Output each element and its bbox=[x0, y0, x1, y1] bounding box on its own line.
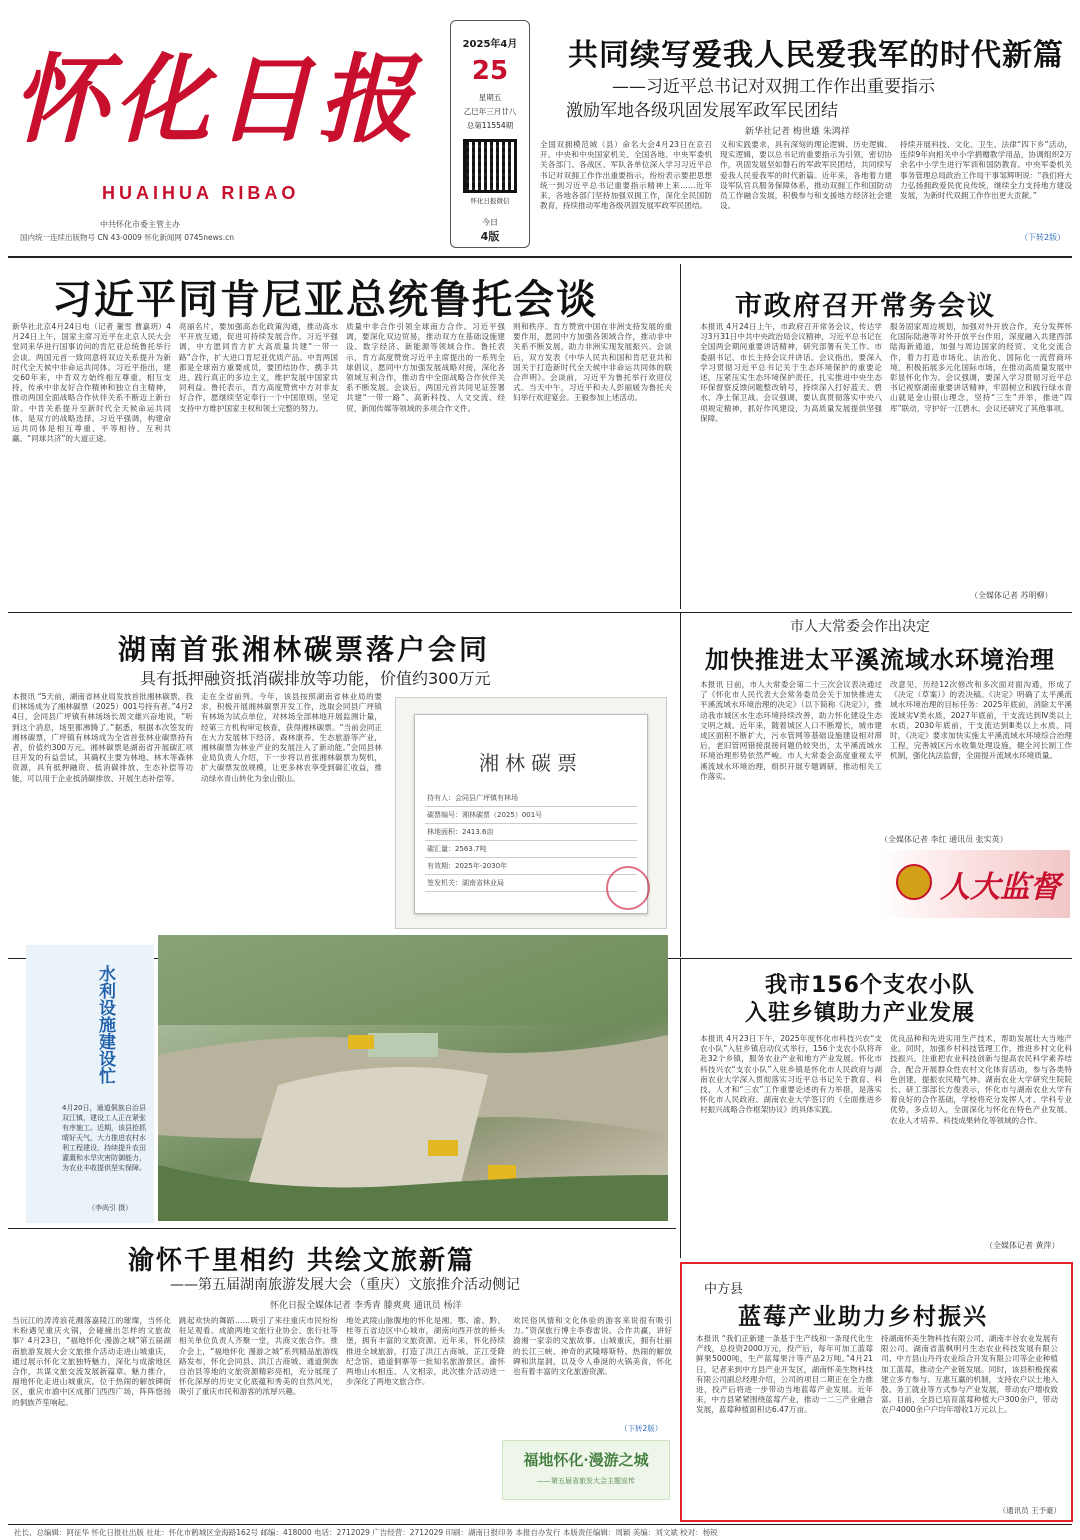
xi-kenya-col1: 新华社北京4月24日电（记者 董雪 曹嘉玥）4月24日上午，国家主席习近平在北京人民大会堂同来华进行国事访问的肯尼亚总统鲁托举行会谈。两国元首一致同意将双边关系提升为新时代全天候中非命运共同体。习近平指出，建交60年来，中肯双方始终相互尊重、相互支持，传承中非友好合作精神和独立自主精神，推动两国全面战略合作伙伴关系不断迈上新台阶。中肯关系提升至新时代全天候命运共同体，是双方的战略选择。习近平强调，构建命运共同体是相互尊重、平等相待、互利共赢、“同球共济”的大道正途。 bbox=[12, 322, 171, 444]
agri-team-col2: 优良品种和先进实用生产技术，帮助发展壮大当地产业。同时，加强乡村科技管理工作，推进乡村文化科技振兴，注重把农业科技创新与提高农民科学素养结合，配合开展群众性农村文化体育活动，参与各类特色创建，提振农民精气神。湖南农业大学研究生院院长、研工部部长方俊表示，怀化市与湖南农业大学有着良好的合作基础，学校将充分发挥人才、学科专业优势，多点切入，全面深化与怀化在特色产业发展、农业人才培养、科技成果转化等领域的合作。 bbox=[890, 1034, 1072, 1125]
blueberry-byline: （通讯员 王予豪） bbox=[998, 1506, 1061, 1515]
top-story-title[interactable]: 共同续写爱我人民爱我军的时代新篇 bbox=[568, 38, 1064, 73]
top-story-continue-link[interactable]: （下转2版） bbox=[1020, 233, 1066, 242]
blueberry-kicker: 中方县 bbox=[704, 1282, 744, 1297]
xi-kenya-title[interactable]: 习近平同肯尼亚总统鲁托会谈 bbox=[52, 277, 598, 323]
agri-team-title1[interactable]: 我市156个支农小队 bbox=[765, 973, 975, 998]
date-lunar: 乙巳年三月廿八 bbox=[463, 107, 517, 116]
npc-stamp-banner bbox=[880, 850, 1070, 918]
tourism-banner-main: 福地怀化·漫游之城 bbox=[523, 1451, 649, 1469]
carbon-title[interactable]: 湖南首张湘林碳票落户会同 bbox=[118, 633, 491, 666]
masthead-pinyin: HUAIHUA RIBAO bbox=[102, 183, 300, 203]
date-year-month: 2025年4月 bbox=[462, 39, 518, 50]
date-box bbox=[450, 20, 530, 248]
official-seal bbox=[606, 866, 650, 910]
blueberry-story-box bbox=[680, 1262, 1073, 1522]
tourism-promo-banner[interactable] bbox=[502, 1440, 670, 1500]
date-day: 25 bbox=[471, 56, 509, 86]
city-gov-title[interactable]: 市政府召开常务会议 bbox=[735, 291, 996, 322]
ticket-row: 碳票编号：湘林碳票（2025）001号 bbox=[425, 807, 637, 824]
column-divider bbox=[680, 264, 681, 609]
agri-team-body bbox=[700, 1034, 1072, 1240]
photo-feature-vertical-title: 水利设施建设忙 bbox=[95, 965, 115, 1084]
agri-team-col1: 本报讯 4月23日下午，2025年度怀化市科技兴农“支农小队”入驻乡镇启动仪式举行，156个支农小队将奔赴32个乡镇，服务农业产业和地方产业发展。怀化市科技兴农“支农小队”入驻乡镇是怀化市人民政府与湖南农业大学深入贯彻落实习近平总书记关于教育、科技、人才和“三农”工作重要论述的有力举措，是落实怀化市人民政府、湖南农业大学签订的《全面推进乡村振兴战略合作框架协议》的具体实践。 bbox=[700, 1034, 882, 1115]
culture-tourism-col4: 欢民俗风情和文化体验的游客来说很有吸引力。”资深旅行博主李春雷说。合作共赢，讲好渝湘一家亲的文旅故事。山城重庆，拥有壮丽的长江三峡、神奇的武隆喀斯特、热闹的解放碑和洪崖洞，以及令人垂涎的火锅美食，怀化也有着丰富的文化旅游资源。 bbox=[513, 1316, 672, 1377]
culture-tourism-col3: 地处武陵山脉腹地的怀化是湘、鄂、渝、黔、桂等五省边区中心城市，湖南向西开放的桥头堡，拥有丰富的文旅资源。近年来，怀化持续推进全域旅游，打造了洪江古商城、芷江受降纪念馆、通道侗寨等一批知名旅游景区。渝怀两地山水相连、人文相亲，此次推介活动进一步深化了两地文旅合作。 bbox=[346, 1316, 505, 1387]
top-story-byline: 新华社记者 梅世雄 朱鸿祥 bbox=[745, 127, 850, 137]
city-gov-body bbox=[700, 322, 1072, 582]
national-emblem-icon bbox=[896, 864, 932, 900]
taiping-byline: （全媒体记者 李红 通讯员 张实英） bbox=[880, 835, 1008, 844]
culture-tourism-title[interactable]: 渝怀千里相约 共绘文旅新篇 bbox=[128, 1246, 476, 1276]
culture-tourism-subtitle: ——第五届湖南旅游发展大会（重庆）文旅推介活动侧记 bbox=[170, 1277, 520, 1293]
ticket-row: 持有人：会同县广坪镇有林场 bbox=[425, 790, 637, 807]
construction-site-photo[interactable] bbox=[158, 935, 668, 1221]
agri-team-byline: （全媒体记者 黄萍） bbox=[985, 1241, 1060, 1250]
date-weekday: 星期五 bbox=[478, 93, 502, 102]
culture-tourism-col2: 跳起欢快的舞蹈……吸引了来往重庆市民纷纷驻足观看。成渝两地文旅行业协会、旅行社等相关单位负责人齐聚一堂，共商文旅合作。推介会上，“福地怀化 漫游之城”系列精品旅游线路发布，怀化会同县、洪江古商城、通道侗族自治县等地的文旅资源精彩亮相，充分展现了怀化深厚的历史文化底蕴和秀美的自然风光，吸引了重庆市民和游客的浓厚兴趣。 bbox=[179, 1316, 338, 1397]
pages-label: 今日 bbox=[482, 218, 498, 227]
column-divider bbox=[680, 612, 681, 957]
blueberry-body bbox=[696, 1334, 1058, 1504]
footer-info: 社长、总编辑：阿征华 怀化日报社出版 社址：怀化市鹤城区金海路162号 邮编：418000 电话：2712029 广告经营：2712029 印刷：湖南日报印务 本报自办发行 本版责任编辑：周颖 美编：刘文斌 校对：杨锐 bbox=[14, 1528, 718, 1537]
photo-feature-caption: 4月20日，通道侗族自治县双江镇，建设工人正在紧张有序施工。近期，该县抢抓晴好天气，大力推进农村水利工程建设，持续提升农田灌溉和水旱灾害防御能力，为农业丰收提供坚实保障。 bbox=[62, 1104, 146, 1172]
photo-feature-credit: （李尚引 摄） bbox=[88, 1204, 133, 1212]
ticket-row: 碳汇量：2563.7吨 bbox=[425, 841, 637, 858]
carbon-subtitle: 具有抵押融资抵消碳排放等功能，价值约300万元 bbox=[140, 669, 491, 688]
taiping-kicker: 市人大常委会作出决定 bbox=[790, 619, 930, 635]
top-story-col1: 全国双拥模范城（县）命名大会4月23日在京召开。中央和中央国家机关、全国各地、中央军委机关各部门、各战区、军队各单位深入学习习近平总书记对双拥工作作出重要指示，纷纷表示要把思想统一到习近平总书记重要指示精神上来……近年来，各地各部门坚持加强双拥工作，深化全民国防教育，持续推动军地各级巩固发展军政军民团结。 bbox=[540, 140, 712, 211]
carbon-col1: 本报讯 “5天前，湖南省林业局发放首批湘林碳票，我们林场成为了湘林碳票（2025）001号持有者。”4月24日，会同县广坪镇有林场场长周文雄兴奋地说，“听到这个消息，场里都沸腾了。”据悉，根据本次签发的湘林碳票，广坪镇有林场成为全省首张林业碳票持有者，价值约300万元。湘林碳票是湖南省开展碳汇项目开发的有益尝试，其确权主要为林地、林木等森林资源，具有抵押融资、抵消碳排放、生态补偿等功能，可以用于企业抵消碳排放、开展生态补偿等。 bbox=[12, 692, 193, 783]
culture-tourism-byline: 怀化日报全媒体记者 李秀青 滕爽爽 通讯员 杨洋 bbox=[270, 1301, 462, 1311]
xi-kenya-col4: 则和秩序。肯方赞赏中国在非洲支持发展的重要作用，愿同中方加强各领域合作，推动非中关系不断发展，助力非洲实现发展振兴。会谈后，双方发表《中华人民共和国和肯尼亚共和国关于打造新时代全天候中非命运共同体的联合声明》。会谈前，习近平为鲁托举行欢迎仪式。当天中午，习近平和夫人彭丽媛为鲁托夫妇举行欢迎宴会。王毅参加上述活动。 bbox=[513, 322, 672, 403]
qr-code[interactable] bbox=[463, 139, 517, 193]
blueberry-col1: 本报讯 “我们正新建一条基于生产线和一条现代化生产线，总投资2000万元，投产后，每年可加工蓝莓鲜果5000吨，生产蓝莓果汁等产品2万吨。”4月21日，记者来到中方县产业开发区，湖南怀美生物科技有限公司副总经理介绍，公司的项目二期正在全力推进，投产后将进一步带动当地蓝莓产业发展。近年来，中方县紧紧围绕蓝莓产业，推动一二三产业融合发展，蓝莓种植面积达6.47万亩。 bbox=[696, 1334, 873, 1415]
footer-rule bbox=[8, 1524, 1072, 1525]
carbon-col2: 走在全省前列。今年，该县按照湖南省林业局的要求，积极开展湘林碳票开发工作，选取会同县广坪镇有林场为试点单位，对林场全部林地开展监测计量，经第三方机构审定核查，获得湘林碳票。“当前会同正在大力发展林下经济、森林康养、生态旅游等产业，湘林碳票为林业产业的发展注入了新动能。”会同县林业局负责人介绍，下一步将以首张湘林碳票为契机，扩大碳票发放规模，让更多林农享受到碳汇收益，推动绿水青山转化为金山银山。 bbox=[201, 692, 382, 783]
taiping-col2: 改意见，历经12次修改和多次面对面沟通，形成了《决定（草案）》的表决稿。《决定》明确了太平溪流域水环境治理的目标任务：2025年底前，消除太平溪流域劣Ⅴ类水质，2027年底前，干支流达到Ⅳ类以上水质，2030年底前，干支流达到Ⅲ类以上水质。同时，《决定》要求加快实施太平溪流域水环境综合治理工程，完善城区污水收集处理设施，健全河长制工作机制，强化执法监督，全面提升流域水环境质量。 bbox=[890, 680, 1072, 761]
ticket-row: 有效期：2025年-2030年 bbox=[425, 858, 637, 875]
ticket-row: 签发机关：湖南省林业局 bbox=[425, 875, 637, 892]
taiping-title[interactable]: 加快推进太平溪流域水环境治理 bbox=[705, 646, 1055, 674]
xi-kenya-col3: 质量中非合作引领全球南方合作。习近平强调，要深化双边贸易，推动双方在基础设施建设、数字经济、新能源等领域合作。鲁托表示，肯方高度赞赏习近平主席提出的一系列全球倡议，愿同中方加强发展战略对接，深化各领域互利合作，推动肯中全面战略合作伙伴关系不断发展。会谈后，两国元首共同见证签署共建“一带一路”、高新科技、人文交流、经贸、新闻传媒等领域的多项合作文件。 bbox=[346, 322, 505, 413]
city-gov-col1: 本报讯 4月24日上午，市政府召开常务会议，传达学习3月31日中共中央政治局会议精神，习近平总书记在全国两会期间重要讲话精神，研究部署有关工作。市委副书记、市长主持会议并讲话。会议指出，要深入学习贯彻习近平总书记关于生态环境保护的重要论述，压紧压实生态环境保护责任，扎实推进中央生态环保督察反馈问题整改销号，持续深入打好蓝天、碧水、净土保卫战。会议强调，要认真贯彻落实中央八项规定精神，抓好作风建设，为高质量发展提供坚强保障。 bbox=[700, 322, 882, 423]
xi-kenya-col2: 亮丽名片，要加强高态化政策沟通，推动高水平开放互通，促进可持续发展合作。习近平强调，中方愿同肯方扩大高质量共建“一带一路”合作，扩大进口肯尼亚优质产品。中肯两国都是全球南方重要成员，要团结协作、携手共进，践行真正的多边主义，维护发展中国家共同利益。鲁托表示，肯方高度赞赏中方对非友好合作，愿继续坚定奉行一个中国原则，坚定支持中方维护国家主权和领土完整的努力。 bbox=[179, 322, 338, 413]
masthead-logo: 怀化日报 bbox=[12, 43, 420, 156]
top-story-subtitle2: 激励军地各级巩固发展军政军民团结 bbox=[566, 101, 838, 121]
top-story-col3: 持续开展科技、文化、卫生、法律“四下乡”活动，连续9年向相关中小学捐赠教学用品，协调组织2万余名中小学生进行军训和国防教育。中央军委机关事务管理总局政治工作局干事邹辉明说：“我们将大力弘扬拥政爱民优良传统，继续全力支持地方建设发展，为新时代双拥工作作出更大贡献。” bbox=[900, 140, 1072, 201]
npc-stamp-text: 人大监督 bbox=[940, 870, 1060, 905]
ticket-table bbox=[425, 790, 637, 892]
ticket-title: 湘林碳票 bbox=[479, 751, 583, 775]
city-gov-byline: （全媒体记者 苏明柳） bbox=[970, 591, 1053, 600]
culture-tourism-continue-link[interactable]: （下转2版） bbox=[620, 1424, 663, 1433]
carbon-ticket-image[interactable] bbox=[395, 697, 667, 929]
photo-feature-sidebar bbox=[26, 945, 154, 1223]
column-divider bbox=[680, 958, 681, 1258]
taiping-col1: 本报讯 日前，市人大常委会第二十三次会议表决通过了《怀化市人民代表大会常务委员会关于加快推进太平溪流域水环境治理的决定》（以下简称《决定》），推动我市城区水生态环境持续改善，助力怀化建设生态文明之城。近年来，随着城区人口不断增长，城市建成区面积不断扩大，污水管网等基础设施建设相对滞后，老旧管网错接混接问题仍较突出，太平溪流域水环境治理形势依然严峻。市人大常委会高度重视太平溪流域水环境治理，组织开展专题调研，推动相关工作落实。 bbox=[700, 680, 882, 781]
photo-illustration bbox=[158, 935, 668, 1221]
section-divider bbox=[8, 612, 1072, 613]
issue-number: 总第11554期 bbox=[466, 121, 514, 130]
agri-team-title2[interactable]: 入驻乡镇助力产业发展 bbox=[745, 1001, 976, 1026]
qr-label: 怀化日报微信 bbox=[470, 197, 510, 205]
top-story-col2: 义和实践要求，具有深刻的理论逻辑、历史逻辑、现实逻辑，要以总书记的重要指示为引领，密切协作，巩固发展坚如磐石的军政军民团结，共同续写爱我人民爱我军的时代新篇。近年来，各地着力建设军队官兵服务保障体系，推动双拥工作和国防动员工作融合发展，积极参与和支援地方经济社会建设。 bbox=[720, 140, 892, 211]
carbon-body bbox=[12, 692, 382, 954]
tourism-banner-sub: ——第五届省旅发大会主题宣传 bbox=[537, 1477, 635, 1485]
masthead-divider bbox=[8, 256, 1072, 258]
culture-tourism-col1: 当沅江的涛涛浪花溅落嘉陵江的璀璨，当怀化米粉遇见重庆火锅，会碰撞出怎样的文旅故事？4月23日，“福地怀化·漫游之城”第五届湖南旅游发展大会文旅推介活动走进山城重庆，通过展示怀化文旅独特魅力，深化与成渝地区合作，共谋文旅交流发展新篇章。魅力推介，福地怀化走进山城重庆。位于热闹的解放碑街区，重庆市渝中区成都门西西广场，阵阵悠扬的侗族芦笙响起。 bbox=[12, 1316, 171, 1407]
publisher-line: 中共怀化市委主管主办 bbox=[100, 220, 180, 229]
top-story-body bbox=[540, 140, 1072, 250]
blueberry-title[interactable]: 蓝莓产业助力乡村振兴 bbox=[738, 1304, 988, 1330]
ticket-row: 林地面积：2413.6亩 bbox=[425, 824, 637, 841]
xi-kenya-body bbox=[12, 322, 672, 612]
blueberry-col2: 持湖南怀美生物科技有限公司、湖南丰谷农业发展有限公司、湖南省蓝枫明月生态农业科技发展有限公司、中方县山丹丹农业综合开发有限公司等企业种植加工蓝莓，推动全产业链发展。同时，该县积极探索建立多方参与、互惠互赢的机制，支持农户以土地入股、务工就业等方式参与产业发展，带动农户增收致富。目前，全县已培育蓝莓种植大户300余户，带动农户4000余户户均年增收1万元以上。 bbox=[881, 1334, 1058, 1415]
issue-info: 国内统一连续出版物号 CN 43-0009 怀化新闻网 0745news.cn bbox=[20, 233, 234, 242]
pages-count: 4版 bbox=[480, 230, 500, 243]
section-divider bbox=[8, 1228, 676, 1229]
city-gov-col2: 服务固家周边规划，加强对外开放合作，充分发挥怀化国际陆港等对外开放平台作用，深度融入共建西部陆海新通道，加强与周边国家的经贸、文化交流合作，着力打造市场化、法治化、国际化一流营商环境，积极拓展多元化国际市场，在推动高质量发展中彰显怀化作为。会议强调，要深入学习贯彻习近平总书记视察湖南重要讲话精神，牢固树立和践行绿水青山就是金山银山理念，坚持“三生”并举，推进“四库”联动，守护好一江碧水。会议还研究了其他事项。 bbox=[890, 322, 1072, 413]
top-story-subtitle1: ——习近平总书记对双拥工作作出重要指示 bbox=[612, 77, 935, 97]
